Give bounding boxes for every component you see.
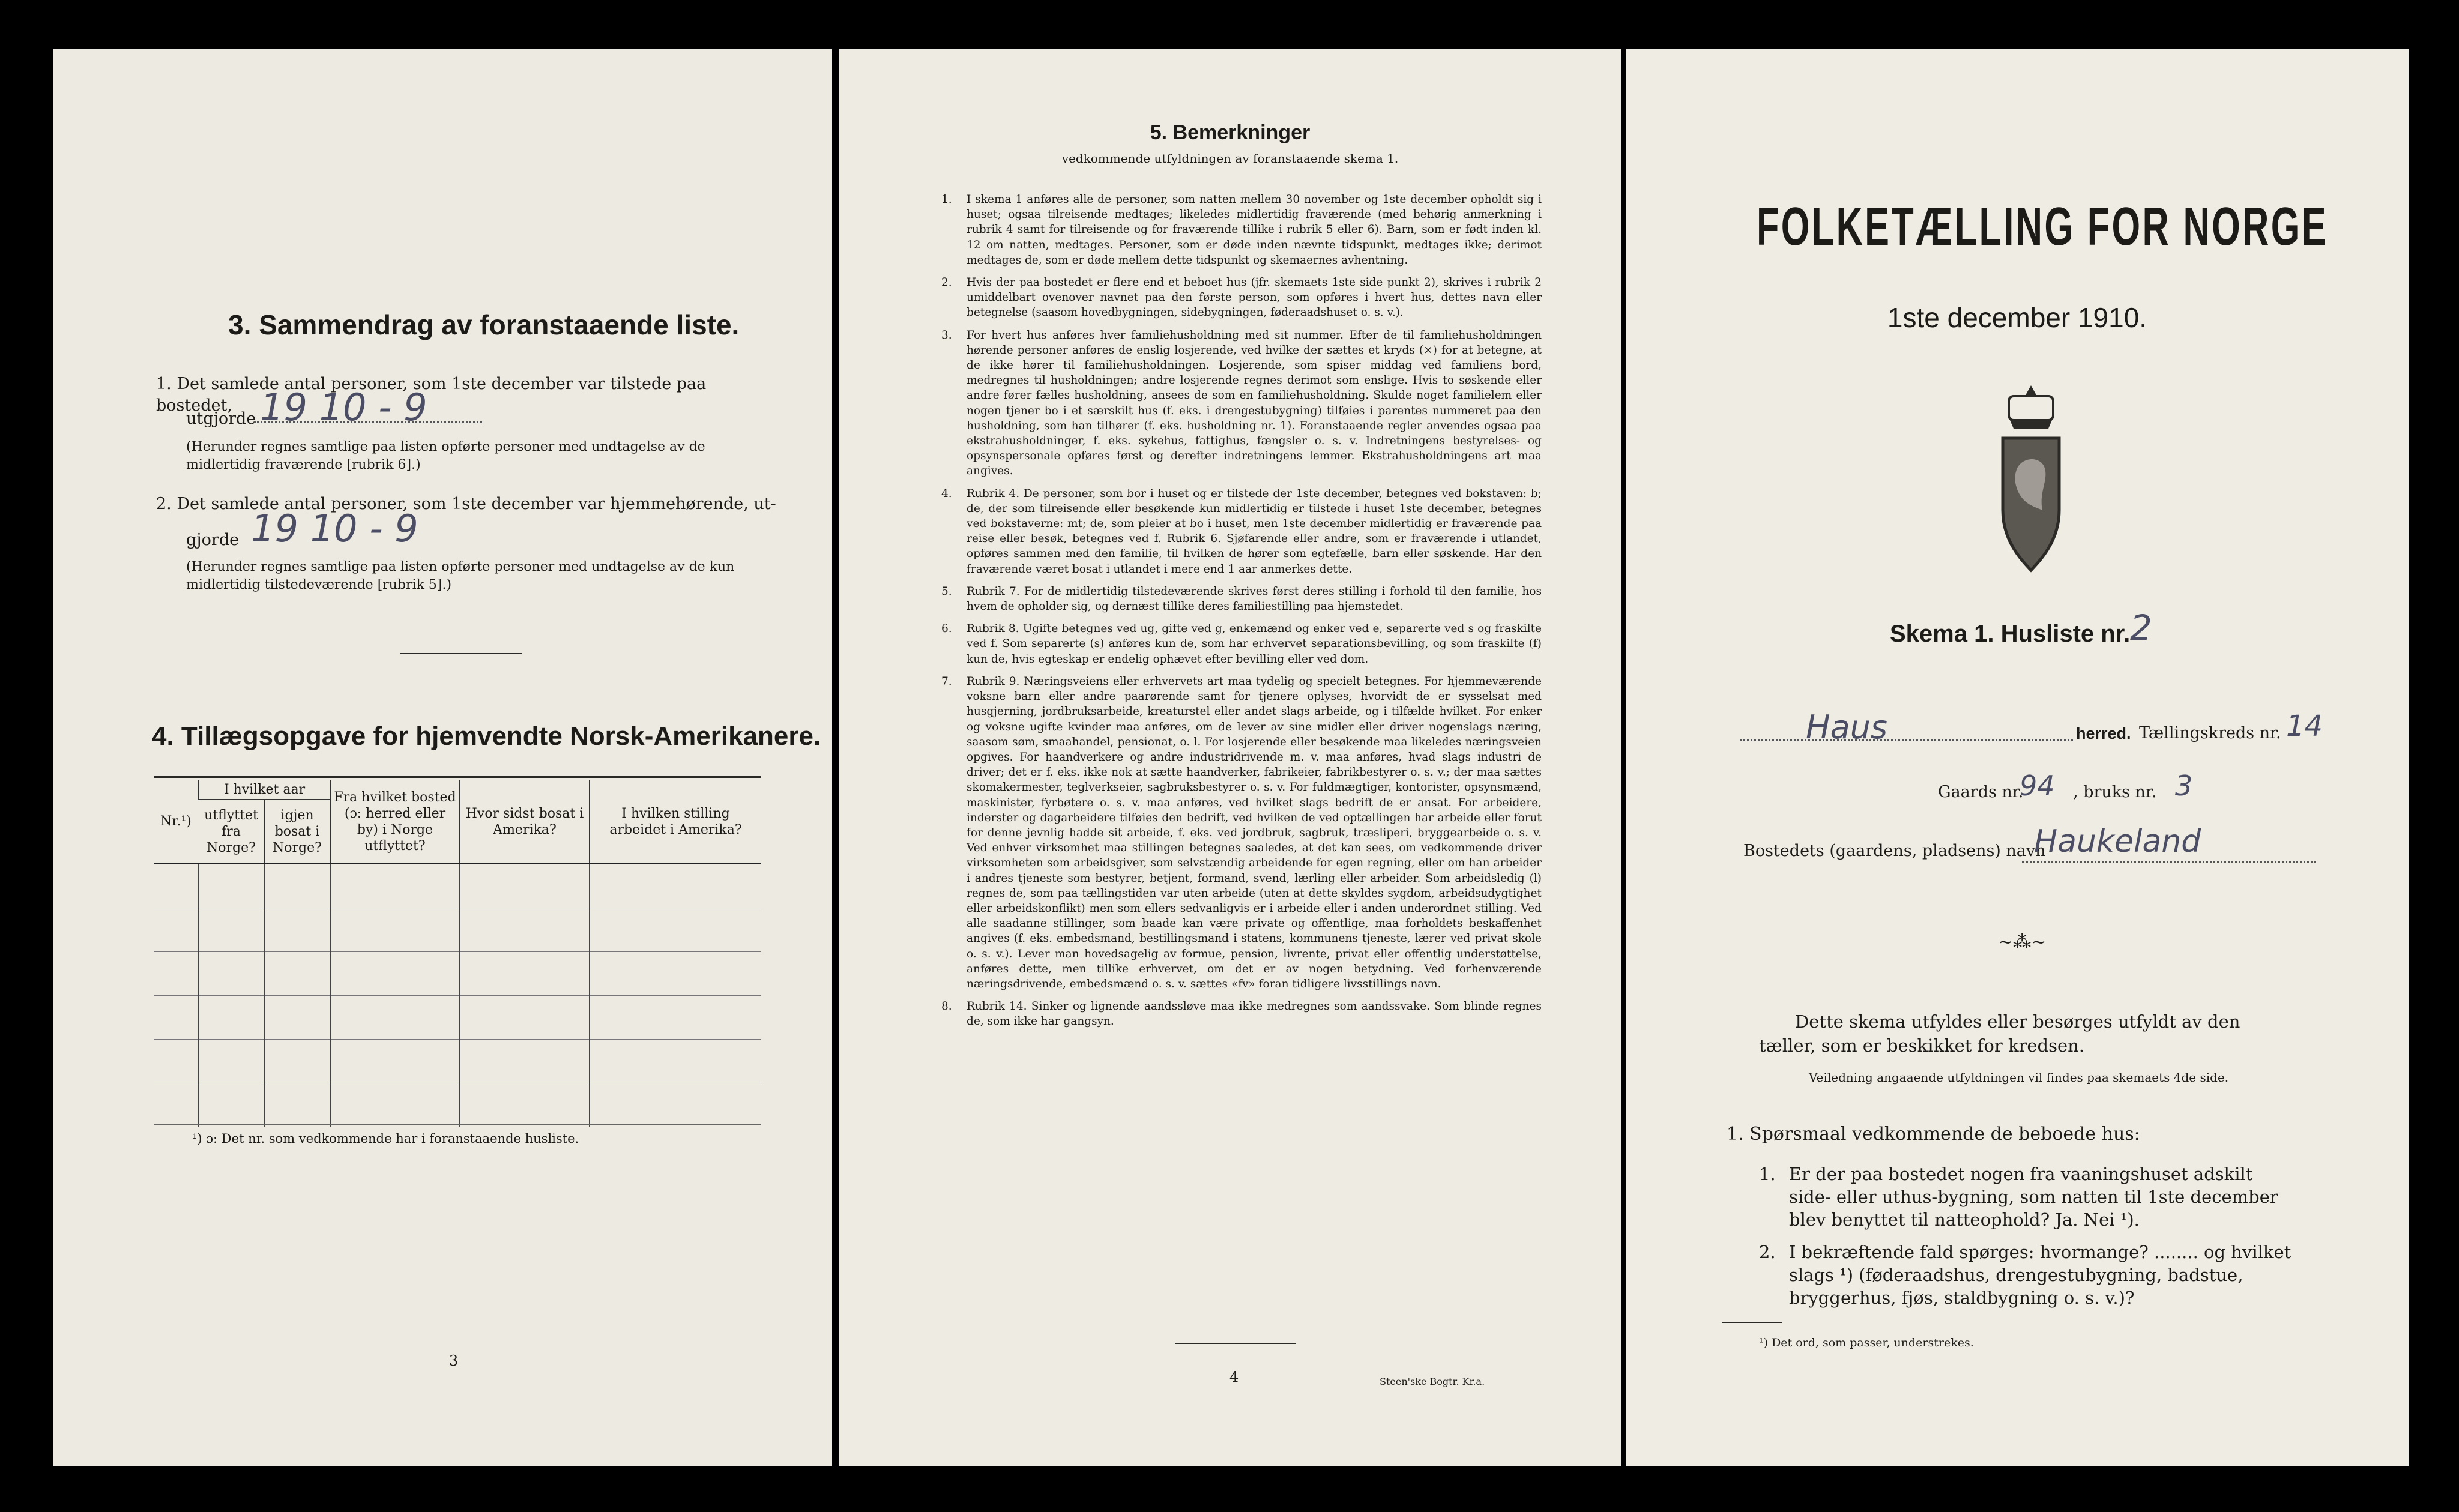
coat-of-arms-icon	[1992, 378, 2070, 582]
col-hvor-sidst: Hvor sidst bosat i Amerika?	[460, 780, 590, 864]
bemerkning-item	[941, 192, 1542, 268]
table-row	[154, 1083, 761, 1127]
gaards-label: Gaards nr.	[1938, 783, 2024, 801]
printer-mark: Steen'ske Bogtr. Kr.a.	[1380, 1376, 1485, 1387]
bemerkning-number: 4.	[941, 487, 952, 500]
intro-text: Dette skema utfyldes eller besørges utfyldt av den tæller, som er beskikket for kredsen.	[1759, 1011, 2240, 1056]
question-2-text: I bekræftende fald spørges: hvormange? ........ og hvilket slags ¹) (føderaadshus, drengestubygning, badstue, bryggerhus, fjøs, staldbygning o. s. v.)?	[1789, 1242, 2292, 1308]
page-4	[839, 49, 1621, 1466]
col-stilling: I hvilken stilling arbeidet i Amerika?	[590, 780, 761, 864]
bemerkning-item	[941, 275, 1542, 321]
kreds-label: Tællingskreds nr.	[2139, 724, 2281, 742]
bruks-handwritten: 3	[2175, 770, 2193, 802]
husliste-nr-handwritten: 2	[2130, 607, 2152, 648]
bemerkning-text: Rubrik 14. Sinker og lignende aandssløve maa ikke medregnes som aandssvake. Som blinde regnes de, som ikke har gangsyn.	[967, 1000, 1542, 1028]
question-1: 1. Er der paa bostedet nogen fra vaaningshuset adskilt side- eller uthus-bygning, som natten til 1ste december blev benyttet til natteophold? Ja. Nei ¹).	[1759, 1163, 2299, 1231]
item-2-handwritten-count: 19 10 - 9	[251, 507, 418, 550]
question-2: 2. I bekræftende fald spørges: hvormange? ........ og hvilket slags ¹) (føderaadshus, drengestubygning, badstue, bryggerhus, fjøs, staldbygning o. s. v.)?	[1759, 1241, 2299, 1309]
page-1	[1626, 49, 2409, 1466]
bemerkninger-subtitle: vedkommende utfyldningen av foranstaaende skema 1.	[1061, 151, 1399, 166]
divider	[400, 653, 522, 654]
page-3	[53, 49, 832, 1466]
bemerkning-text: For hvert hus anføres hver familiehusholdning med sit nummer. Efter de til familiehusholdningen hørende personer anføres de enslig losjerende, ved hvilke der sættes et kryds (×) for at betegne, at de ikke hører til familiehusholdningen. Losjerende, som spiser middag ved familiens bord, medregnes til husholdningen; andre losjerende regnes derimot som enslige. Hvis to søskende eller andre fører fælles husholdning, ansees de som en familiehusholdning. Skulde noget familielem eller nogen tjener bo i et særskilt hus (f. eks. i drengestubygning) tilføies i parentes nummeret paa den husholdning, som han tilhører (f. eks. husholdning nr. 1). Foranstaaende regler anvendes ogsaa paa ekstrahusholdninger, f. eks. sykehus, fattighus, fængsler o. s. v. Indretningens bestyrelses- og opsynspersonale opføres først og derefter indretningens lemmer. Ekstrahusholdningens art maa angives.	[967, 328, 1542, 478]
bemerkning-text: Rubrik 7. For de midlertidig tilstedeværende skrives først deres stilling i forhold til den familie, hos hvem de opholder sig, og dernæst tillike deres familiestilling paa hjemstedet.	[967, 585, 1542, 613]
kreds-handwritten: 14	[2286, 709, 2323, 743]
bemerkning-number: 6.	[941, 622, 952, 636]
item-1-handwritten-count: 19 10 - 9	[260, 385, 427, 429]
page-1-footnote: ¹) Det ord, som passer, understrekes.	[1759, 1336, 1974, 1349]
bruks-label: , bruks nr.	[2073, 783, 2157, 801]
schema-label: Skema 1. Husliste nr.	[1890, 621, 2131, 647]
bemerkning-text: I skema 1 anføres alle de personer, som natten mellem 30 november og 1ste december opholdt sig i huset; ogsaa tilreisende medtages; likeledes midlertidig fraværende (med behørig anmerkning i rubrik 4 samt for tilreisende og for fraværende tillike i rubrik 5 eller 6). Barn, som er født inden kl. 12 om natten, medtages. Personer, som er døde inden nævnte tidspunkt, medtages ikke; derimot medtages de, som er døde mellem dette tidspunkt og skemaernes avhentning.	[967, 193, 1542, 267]
table-footnote: ¹) ɔ: Det nr. som vedkommende har i foranstaaende husliste.	[192, 1131, 579, 1146]
bemerkning-text: Rubrik 9. Næringsveiens eller erhvervets art maa tydelig og specielt betegnes. For hjemmeværende voksne barn eller andre paarørende samt for tjenere oplyses, hvorvidt de er sysselsat med husgjerning, jordbruksarbeide, kreaturstel eller andet slags arbeide, og i tilfælde hvilket. For enker og voksne ugifte kvinder maa anføres, om de lever av sine midler eller driver nogenslags næring, saasom søm, smaahandel, pensionat, o. l. For losjerende eller besøkende maa likeledes næringsveien opgives. For haandverkere og andre industridrivende m. v. maa anføres, hvad slags industri de driver; det er f. eks. ikke nok at sætte haandverker, fabrikeier, fabrikbestyrer o. s. v.; der maa sættes skomakermester, teglverkseier, sagbruksbestyrer o. s. v. For fuldmægtiger, kontorister, opsynsmænd, maskinister, fyrbøtere o. s. v. maa anføres, ved hvilket slags bedrift de er ansat. For arbeidere, inderster og dagarbeidere tilføies den bedrift, ved hvilken de ved optællingen har arbeide eller forut for denne jevnlig hadde sit arbeide, f. eks. ved jordbruk, sagbruk, træsliperi, bryggearbeide o. s. v. Ved enhver virksomhet maa stillingen betegnes saaledes, at det kan sees, om vedkommende driver virksomheten som arbeidsgiver, som selvstændig arbeidende for egen regning, eller om han arbeider i andres tjeneste som bestyrer, betjent, formand, svend, lærling eller arbeider. Som arbeidsledig (l) regnes de, som paa tællingstiden var uten arbeide (uten at dette skyldes sygdom, arbeidsudygtighet eller arbeidskonflikt) men som ellers sedvanligvis er i arbeide eller i anden underordnet stilling. Ved alle saadanne stillinger, som baade kan være private og offentlige, maa forholdets beskaffenhet angives (f. eks. embedsmand, bestillingsmand i statens, kommunens tjeneste, lærer ved privat skole o. s. v.). Lever man hovedsagelig av formue, pension, livrente, privat eller offentlig understøttelse, anføres dette, men tillike erhvervet, om det er av nogen betydning. Ved forhenværende næringsdrivende, embedsmænd o. s. v. sættes «fv» foran tidligere livsstillings navn.	[967, 675, 1542, 990]
summary-item-2: 2. Det samlede antal personer, som 1ste december var hjemmehørende, ut-	[156, 495, 776, 513]
bemerkning-text: Rubrik 4. De personer, som bor i huset og er tilstede der 1ste december, betegnes ved bokstaven: b; de, der som tilreisende eller besøkende kun midlertidig er tilstede i huset 1ste december, betegnes ved bokstaverne: mt; de, som pleier at bo i huset, men 1ste december midlertidig er fraværende paa reise eller besøk, betegnes ved f. Rubrik 6. Sjøfarende eller andre, som er fraværende i utlandet, opføres sammen med den familie, til hvilken de hører som egtefælle, barn eller søskende. Har den fraværende været bosat i utlandet i mere end 1 aar anmerkes dette.	[967, 487, 1542, 576]
bemerkning-item	[941, 674, 1542, 992]
table-row	[154, 996, 761, 1040]
bemerkning-text: Hvis der paa bostedet er flere end et beboet hus (jfr. skemaets 1ste side punkt 2), skrives i rubrik 2 umiddelbart ovenover navnet paa den første person, som opføres i hvert hus, dettes navn eller betegnelse (saasom hovedbygningen, sidebygningen, føderaadshuset o. s. v.).	[967, 276, 1542, 319]
section-4-title: 4. Tillægsopgave for hjemvendte Norsk-Amerikanere.	[152, 721, 821, 751]
bemerkninger-title: 5. Bemerkninger	[1150, 121, 1311, 144]
item-2-gjorde: gjorde	[186, 531, 240, 549]
bemerkning-number: 3.	[941, 328, 952, 342]
item-1-note: (Herunder regnes samtlige paa listen opførte personer med undtagelse av de midlertidig fraværende [rubrik 6].)	[186, 439, 705, 472]
bosted-handwritten: Haukeland	[2034, 824, 2201, 860]
page-number: 4	[1230, 1369, 1239, 1385]
summary-item-1: 1. Det samlede antal personer, som 1ste december var tilstede paa bostedet,	[156, 375, 707, 415]
herred-handwritten: Haus	[1806, 708, 1888, 746]
divider	[1175, 1343, 1296, 1344]
veiledning-note: Veiledning angaaende utfyldningen vil findes paa skemaets 4de side.	[1809, 1070, 2229, 1085]
table-row	[154, 952, 761, 996]
bemerkning-item	[941, 584, 1542, 614]
col-group-i-hvilket-aar: I hvilket aar	[199, 780, 330, 800]
table-top-rule	[154, 776, 761, 778]
bemerkning-item	[941, 486, 1542, 577]
page-number: 3	[449, 1352, 459, 1369]
col-igjen: igjen bosat i Norge?	[264, 800, 330, 864]
col-nr: Nr.¹)	[154, 780, 199, 864]
bemerkning-item	[941, 328, 1542, 479]
bemerkning-item	[941, 999, 1542, 1029]
question-1-text: Er der paa bostedet nogen fra vaaningshuset adskilt side- eller uthus-bygning, som natten til 1ste december blev benyttet til natteophold? Ja. Nei ¹).	[1789, 1164, 2278, 1230]
col-fra-bosted: Fra hvilket bosted (ɔ: herred eller by) i Norge utflyttet?	[330, 780, 460, 864]
census-title: FOLKETÆLLING FOR NORGE	[1757, 197, 2328, 257]
census-date: 1ste december 1910.	[1887, 302, 2147, 333]
section-3-title: 3. Sammendrag av foranstaaende liste.	[228, 309, 740, 340]
col-utflyttet: utflyttet fra Norge?	[199, 800, 264, 864]
bemerkning-number: 2.	[941, 276, 952, 289]
table-row	[154, 1040, 761, 1083]
questions-title: 1. Spørsmaal vedkommende de beboede hus:	[1727, 1124, 2140, 1145]
gaards-handwritten: 94	[2020, 770, 2055, 802]
item-2-note: (Herunder regnes samtlige paa listen opførte personer med undtagelse av de kun midlertidig tilstedeværende [rubrik 5].)	[186, 559, 735, 592]
norsk-amerikanere-table	[154, 780, 761, 1127]
item-1-utgjorde: utgjorde	[186, 409, 256, 428]
table-row	[154, 908, 761, 952]
bemerkning-text: Rubrik 8. Ugifte betegnes ved ug, gifte ved g, enkemænd og enker ved e, separerte ved s og fraskilte ved f. Som separerte (s) anføres kun de, som har erhvervet separationsbevilling, og som fraskilte (f) kun de, hvis egteskap er endelig ophævet efter bevilling eller ved dom.	[967, 622, 1542, 666]
bemerkning-number: 7.	[941, 675, 952, 688]
bemerkninger-list	[941, 192, 1542, 1037]
bemerkning-number: 8.	[941, 1000, 952, 1013]
table-row	[154, 864, 761, 908]
herred-label: herred.	[2076, 724, 2131, 742]
table-bottom-rule	[154, 1124, 761, 1125]
footnote-rule	[1722, 1322, 1782, 1323]
bemerkning-number: 5.	[941, 585, 952, 598]
ornament-icon: ~⁂~	[1998, 932, 2047, 953]
bemerkning-number: 1.	[941, 193, 952, 206]
bemerkning-item	[941, 621, 1542, 667]
bosted-label: Bostedets (gaardens, pladsens) navn	[1743, 842, 2046, 860]
